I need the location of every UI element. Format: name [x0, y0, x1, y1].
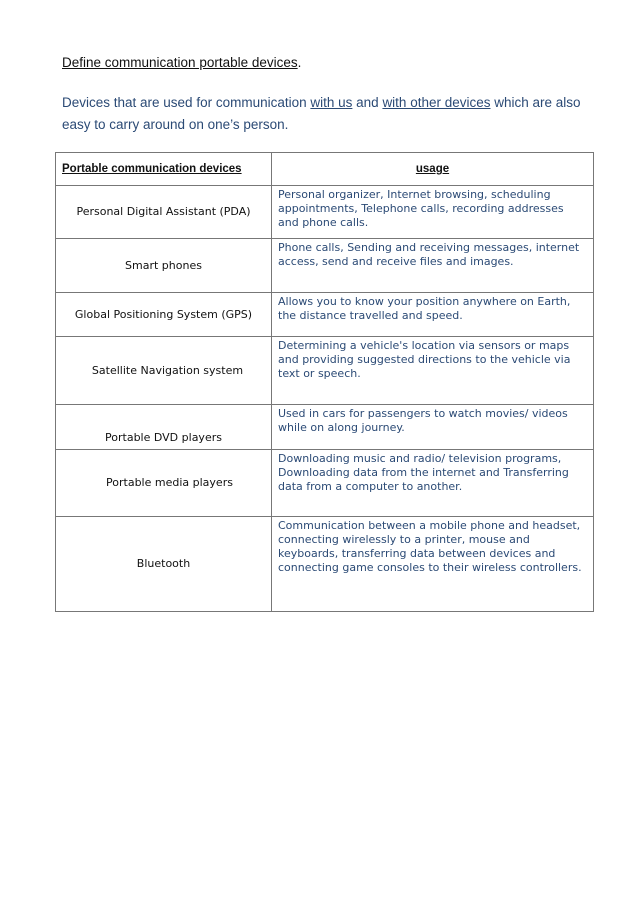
- device-cell: Personal Digital Assistant (PDA): [56, 186, 272, 239]
- device-cell: Portable DVD players: [56, 405, 272, 450]
- intro-part-1: Devices that are used for communication: [62, 95, 311, 110]
- heading-period: .: [297, 55, 302, 70]
- usage-cell: Used in cars for passengers to watch movies/ videos while on along journey.: [272, 405, 594, 450]
- page-heading: [62, 55, 301, 70]
- intro-paragraph: [62, 92, 582, 136]
- intro-part-3: which are also easy to carry around on one’s person.: [62, 95, 581, 132]
- devices-table: [55, 152, 594, 612]
- table-row: [56, 450, 594, 517]
- header-usage: usage: [272, 153, 594, 186]
- device-cell: Global Positioning System (GPS): [56, 293, 272, 337]
- intro-part-2: and: [352, 95, 383, 110]
- header-devices: Portable communication devices: [56, 153, 272, 186]
- table-header-row: [56, 153, 594, 186]
- device-cell: Bluetooth: [56, 517, 272, 612]
- device-cell: Satellite Navigation system: [56, 337, 272, 405]
- intro-underlined-with-other-devices: with other devices: [382, 95, 491, 110]
- table-row: [56, 293, 594, 337]
- usage-cell: Downloading music and radio/ television programs, Downloading data from the internet and Transferring data from a computer to another.: [272, 450, 594, 517]
- usage-cell: Determining a vehicle's location via sensors or maps and providing suggested directions to the vehicle via text or speech.: [272, 337, 594, 405]
- usage-cell: Personal organizer, Internet browsing, scheduling appointments, Telephone calls, recording addresses and phone calls.: [272, 186, 594, 239]
- usage-cell: Allows you to know your position anywhere on Earth, the distance travelled and speed.: [272, 293, 594, 337]
- table-row: [56, 239, 594, 293]
- intro-underlined-with-us: with us: [310, 95, 353, 110]
- usage-cell: Communication between a mobile phone and headset, connecting wirelessly to a printer, mouse and keyboards, transferring data between devices and connecting game consoles to their wireless controllers.: [272, 517, 594, 612]
- usage-cell: Phone calls, Sending and receiving messages, internet access, send and receive files and images.: [272, 239, 594, 293]
- table-row: [56, 337, 594, 405]
- table-row: [56, 405, 594, 450]
- heading-text: Define communication portable devices: [62, 55, 298, 70]
- table-row: [56, 186, 594, 239]
- device-cell: Smart phones: [56, 239, 272, 293]
- table-row: [56, 517, 594, 612]
- device-cell: Portable media players: [56, 450, 272, 517]
